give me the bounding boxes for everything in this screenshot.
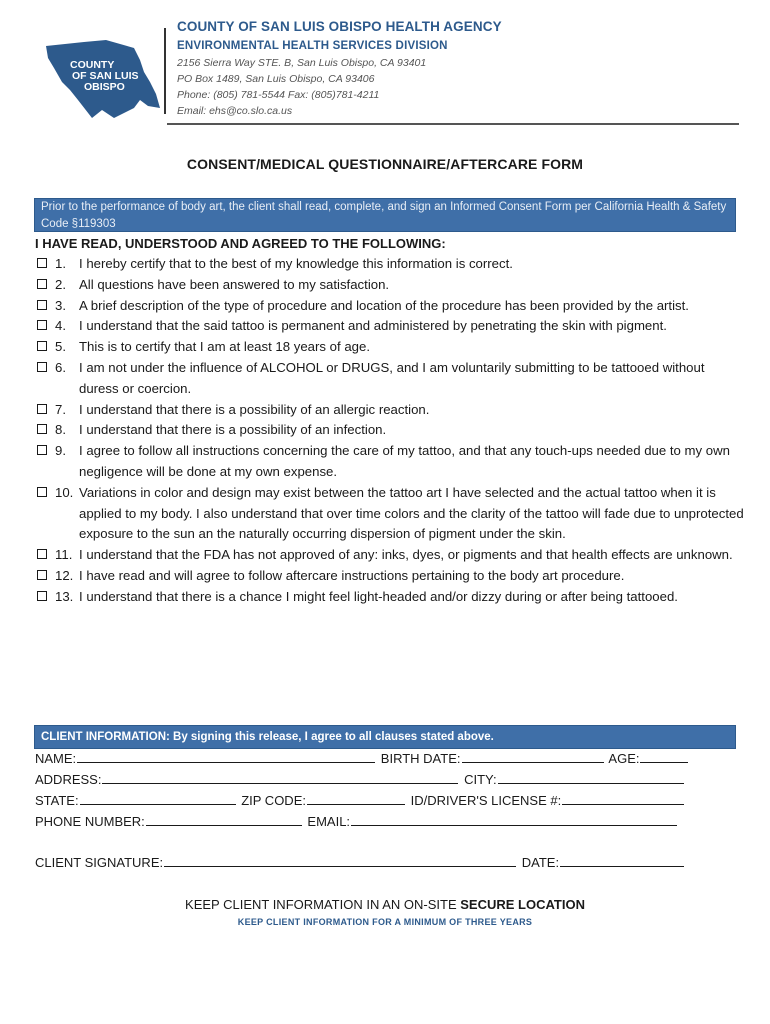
address-label: ADDRESS: xyxy=(35,772,102,787)
name-label: NAME: xyxy=(35,751,77,766)
list-item xyxy=(35,400,747,421)
item-text: I understand that the said tattoo is permanent and administered by penetrating the skin with pigment. xyxy=(79,318,667,334)
item-text: I hereby certify that to the best of my knowledge this information is correct. xyxy=(79,256,513,271)
item-text: I have read and will agree to follow aftercare instructions pertaining to the body art procedure. xyxy=(79,567,625,583)
list-item xyxy=(35,358,747,400)
list-item xyxy=(35,296,747,317)
checkbox[interactable] xyxy=(37,404,47,414)
agency-name: COUNTY OF SAN LUIS OBISPO HEALTH AGENCY xyxy=(177,19,502,34)
checkbox[interactable] xyxy=(37,591,47,601)
email-label: EMAIL: xyxy=(307,814,351,829)
item-number: 5. xyxy=(55,339,66,355)
item-number: 12. xyxy=(55,567,74,583)
item-number: 8. xyxy=(55,422,66,438)
field-row-signature xyxy=(35,854,686,870)
header-rule xyxy=(167,123,739,125)
name-field[interactable] xyxy=(77,750,375,763)
checkbox[interactable] xyxy=(37,258,47,268)
item-number: 11. xyxy=(55,547,73,563)
state-field[interactable] xyxy=(80,792,236,805)
list-item xyxy=(35,420,747,441)
field-row-address xyxy=(35,771,686,787)
city-label: CITY: xyxy=(464,772,497,787)
date-field[interactable] xyxy=(560,854,684,867)
state-label: STATE: xyxy=(35,793,79,808)
intro-banner: Prior to the performance of body art, the client shall read, complete, and sign an Informed Consent Form per California Health & Safety Code §119303 xyxy=(34,198,736,232)
logo-text xyxy=(62,60,139,93)
checkbox[interactable] xyxy=(37,424,47,434)
license-field[interactable] xyxy=(562,792,684,805)
item-text: Variations in color and design may exist between the tattoo art I have selected and the actual tattoo when it is applied to my body. I also understand that over time colors and the clarity of the tattoo will fade due to unprotected exposure to the sun an the naturally occurring dispersion of pigment under the skin. xyxy=(79,484,744,542)
county-logo xyxy=(44,38,162,120)
division-name: ENVIRONMENTAL HEALTH SERVICES DIVISION xyxy=(177,40,448,52)
field-row-name xyxy=(35,750,690,766)
item-number: 2. xyxy=(55,276,66,292)
list-item xyxy=(35,275,747,296)
city-field[interactable] xyxy=(498,771,684,784)
checkbox[interactable] xyxy=(37,549,47,559)
client-info-banner: CLIENT INFORMATION: By signing this release, I agree to all clauses stated above. xyxy=(34,725,736,749)
item-number: 6. xyxy=(55,359,66,375)
item-number: 9. xyxy=(55,443,66,459)
checkbox[interactable] xyxy=(37,487,47,497)
list-item xyxy=(35,337,747,358)
item-number: 13. xyxy=(55,588,74,604)
age-label: AGE: xyxy=(608,751,640,766)
address-field[interactable] xyxy=(102,771,458,784)
zip-field[interactable] xyxy=(307,792,405,805)
logo-line-3: OBISPO xyxy=(84,81,125,93)
item-number: 3. xyxy=(55,297,66,313)
zip-label: ZIP CODE: xyxy=(241,793,306,808)
item-text: I understand that there is a possibility of an allergic reaction. xyxy=(79,401,430,417)
form-title: CONSENT/MEDICAL QUESTIONNAIRE/AFTERCARE FORM xyxy=(186,156,584,172)
checkbox[interactable] xyxy=(37,279,47,289)
license-label: ID/DRIVER'S LICENSE #: xyxy=(410,793,562,808)
page-header xyxy=(0,0,770,130)
logo-line-2: OF SAN LUIS xyxy=(72,70,139,82)
item-text: I understand that there is a chance I might feel light-headed and/or dizzy during or after being tattooed. xyxy=(79,588,678,604)
item-text: A brief description of the type of procedure and location of the procedure has been provided by the artist. xyxy=(79,297,689,313)
birth-date-label: BIRTH DATE: xyxy=(380,751,461,766)
item-number: 4. xyxy=(55,318,66,334)
item-number: 1. xyxy=(55,256,66,271)
list-item xyxy=(35,483,747,545)
checkbox[interactable] xyxy=(37,445,47,455)
list-item xyxy=(35,587,747,608)
birth-date-field[interactable] xyxy=(462,750,604,763)
item-number: 10. xyxy=(55,484,74,500)
phone-line: Phone: (805) 781-5544 Fax: (805)781-4211 xyxy=(177,89,380,101)
agreement-list xyxy=(35,254,747,608)
list-item xyxy=(35,545,747,566)
email-field[interactable] xyxy=(351,813,677,826)
item-text: This is to certify that I am at least 18 years of age. xyxy=(79,339,370,355)
checkbox[interactable] xyxy=(37,341,47,351)
agreement-heading: I HAVE READ, UNDERSTOOD AND AGREED TO THE FOLLOWING: xyxy=(35,236,446,251)
secure-note-text: KEEP CLIENT INFORMATION IN AN ON-SITE xyxy=(185,897,461,912)
signature-label: CLIENT SIGNATURE: xyxy=(35,855,164,870)
secure-note-emphasis: SECURE LOCATION xyxy=(460,897,585,912)
field-row-state xyxy=(35,792,686,808)
list-item xyxy=(35,254,747,275)
field-row-phone xyxy=(35,813,679,829)
age-field[interactable] xyxy=(640,750,688,763)
date-label: DATE: xyxy=(521,855,560,870)
retention-note: KEEP CLIENT INFORMATION FOR A MINIMUM OF THREE YEARS xyxy=(237,917,533,927)
secure-location-note xyxy=(0,897,770,912)
logo-line-1: COUNTY xyxy=(70,59,115,71)
item-text: I understand that there is a possibility of an infection. xyxy=(79,422,387,438)
item-number: 7. xyxy=(55,401,66,417)
item-text: I agree to follow all instructions concerning the care of my tattoo, and that any touch-ups needed due to my own negligence will be done at my own expense. xyxy=(79,443,730,479)
email-line: Email: ehs@co.slo.ca.us xyxy=(177,105,293,117)
item-text: All questions have been answered to my satisfaction. xyxy=(79,276,390,292)
header-divider xyxy=(164,28,166,114)
checkbox[interactable] xyxy=(37,362,47,372)
item-text: I understand that the FDA has not approved of any: inks, dyes, or pigments and that health effects are unknown. xyxy=(79,547,733,563)
item-text: I am not under the influence of ALCOHOL or DRUGS, and I am voluntarily submitting to be tattooed without duress or coercion. xyxy=(79,359,705,396)
list-item xyxy=(35,316,747,337)
signature-field[interactable] xyxy=(164,854,516,867)
checkbox[interactable] xyxy=(37,320,47,330)
address-line: 2156 Sierra Way STE. B, San Luis Obispo, CA 93401 xyxy=(177,57,427,69)
checkbox[interactable] xyxy=(37,570,47,580)
list-item xyxy=(35,566,747,587)
po-box-line: PO Box 1489, San Luis Obispo, CA 93406 xyxy=(177,73,375,85)
checkbox[interactable] xyxy=(37,300,47,310)
list-item xyxy=(35,441,747,483)
phone-label: PHONE NUMBER: xyxy=(35,814,145,829)
phone-field[interactable] xyxy=(146,813,302,826)
